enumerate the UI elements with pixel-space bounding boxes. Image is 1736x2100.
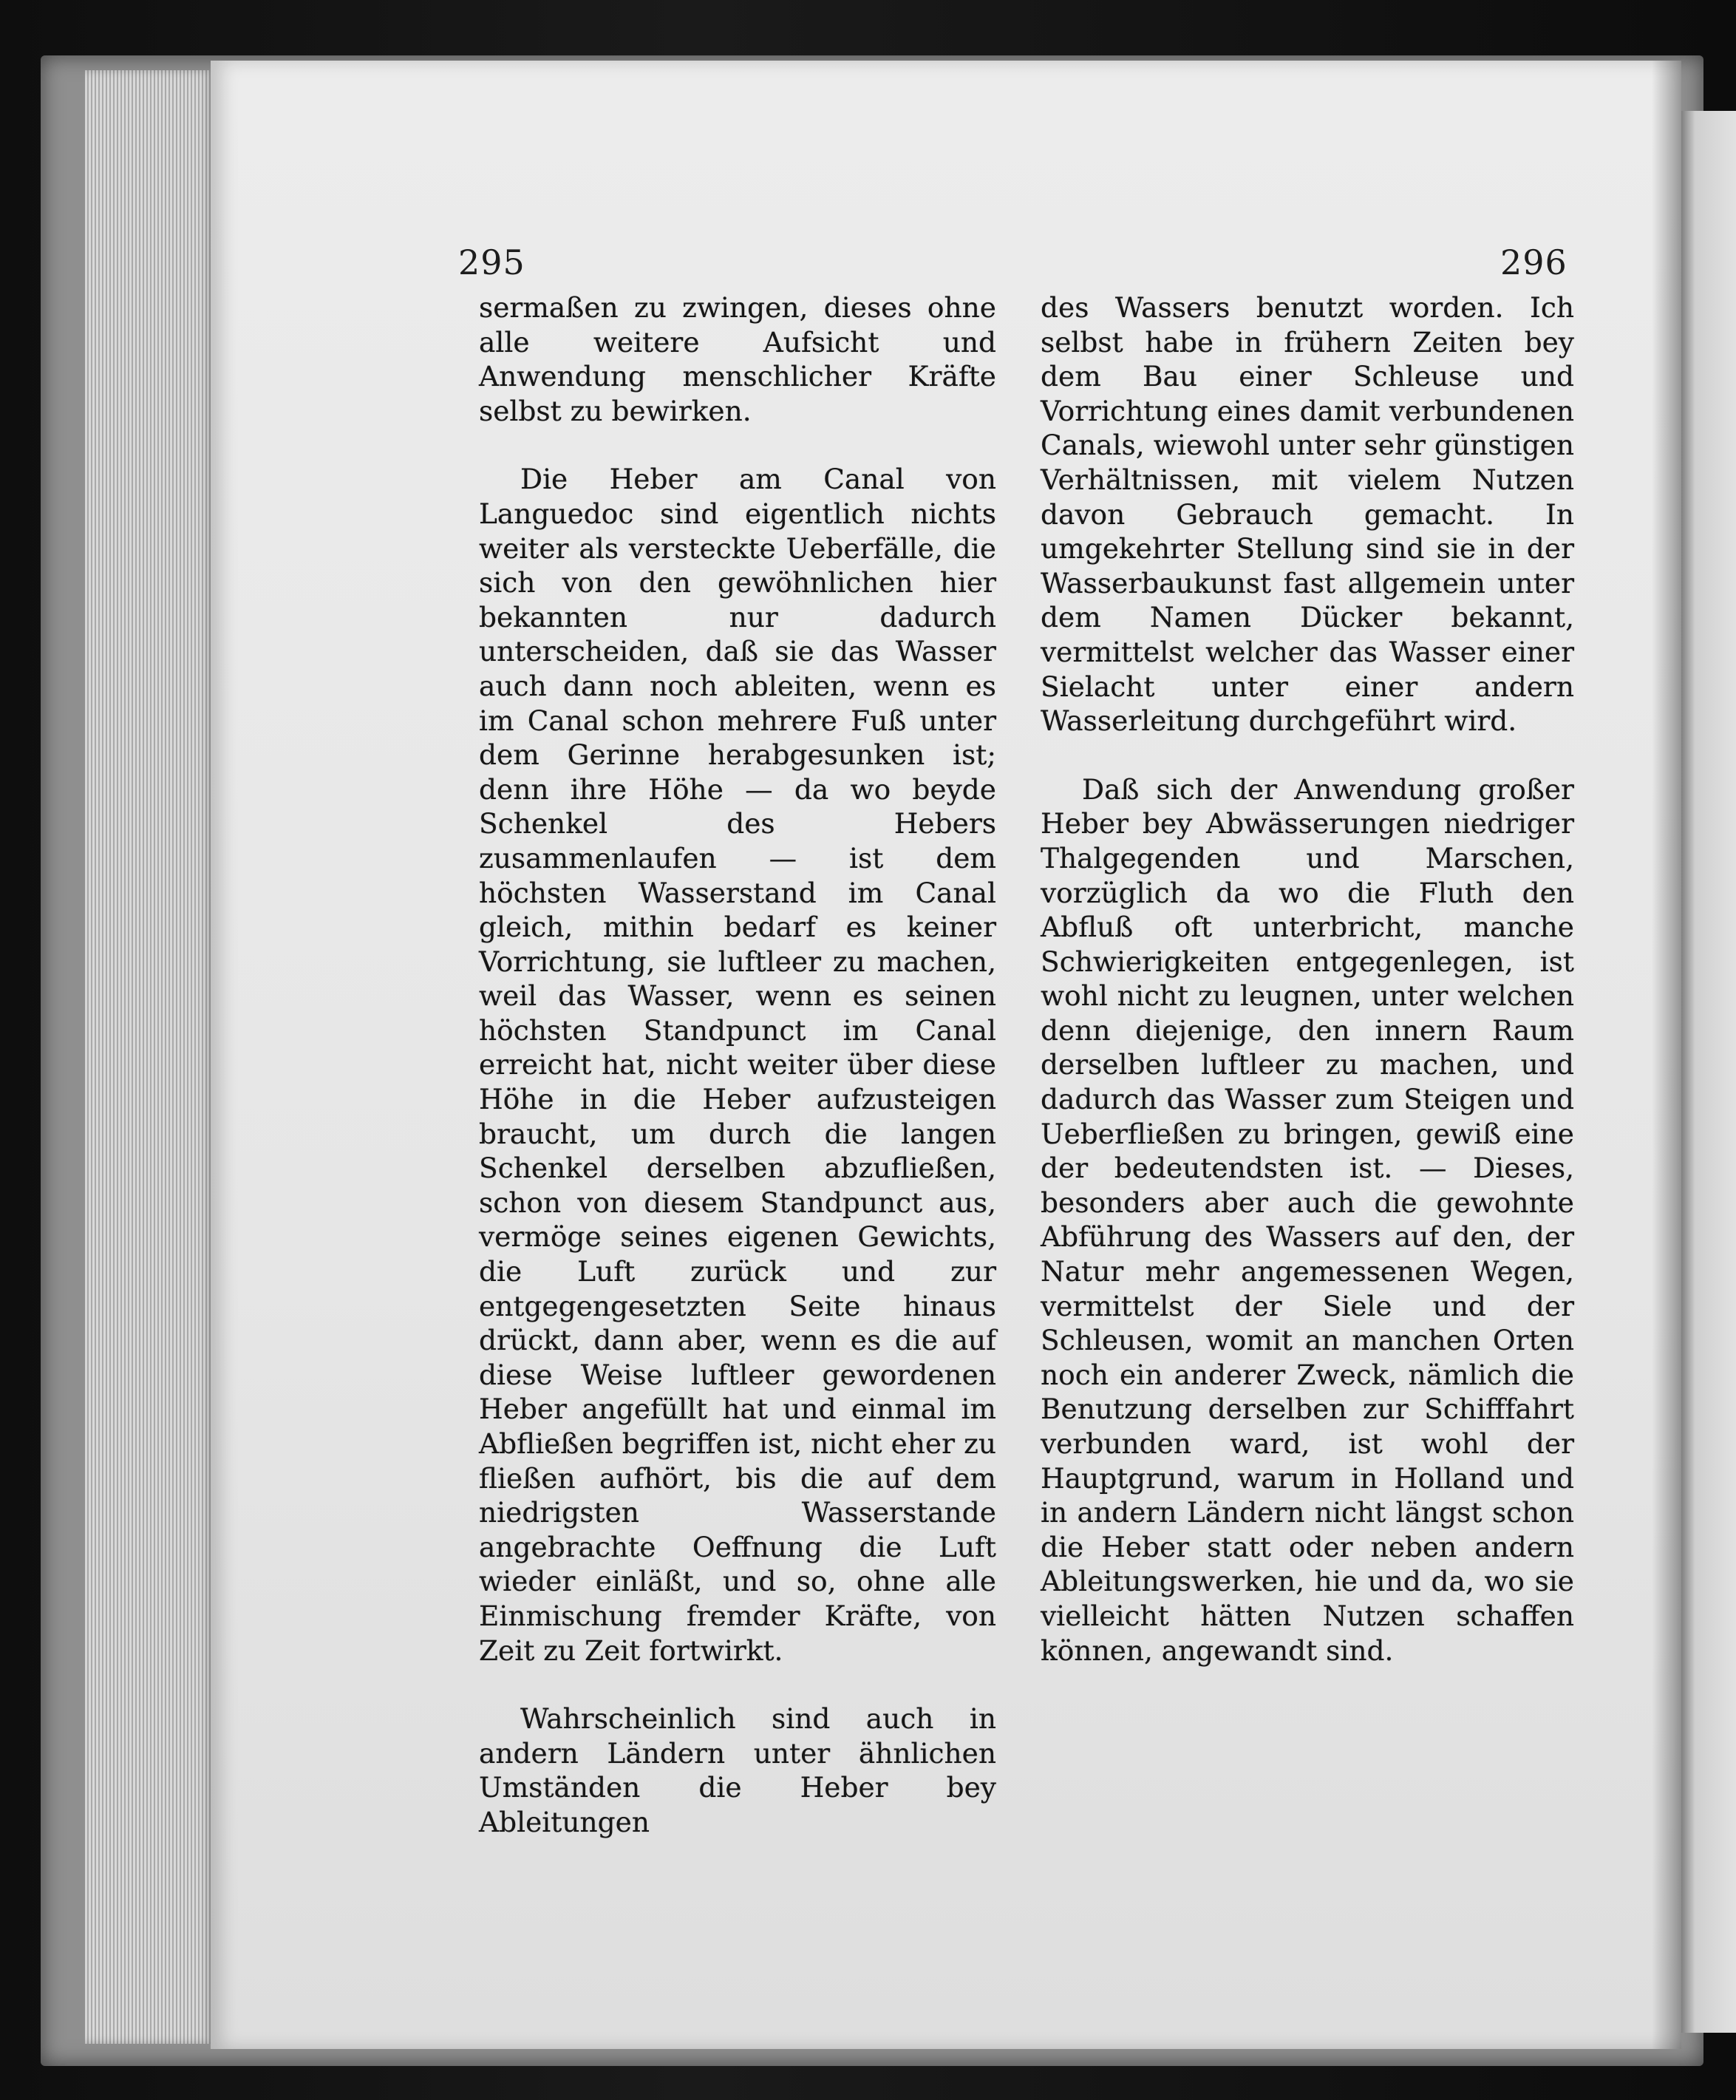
- page-number-left: 295: [458, 242, 525, 282]
- paragraph: sermaßen zu zwingen, dieses ohne alle weitere Aufsicht und Anwendung menschlicher Kräfte selbst zu bewirken.: [479, 291, 996, 427]
- text-column-right: [1041, 290, 1574, 1668]
- paragraph: Wahrscheinlich sind auch in andern Ländern unter ähnlichen Umständen die Heber bey Ableitungen: [479, 1702, 996, 1838]
- adjacent-page-edge: [1678, 111, 1736, 2033]
- paragraph: des Wassers benutzt worden. Ich selbst habe in frühern Zeiten bey dem Bau einer Schleuse und Vorrichtung eines damit verbundenen Canals, wiewohl unter sehr günstigen Verhältnissen, mit vielem Nutzen davon Gebrauch gemacht. In umgekehrter Stellung sind sie in der Wasserbaukunst fast allgemein unter dem Namen Dücker bekannt, vermittelst welcher das Wasser einer Sielacht unter einer andern Wasserleitung durchgeführt wird.: [1041, 291, 1574, 738]
- gutter-shadow: [1652, 61, 1681, 2049]
- page-number-right: 296: [1500, 242, 1567, 282]
- paragraph: Daß sich der Anwendung großer Heber bey Abwässerungen niedriger Thalgegenden und Marschen, vorzüglich da wo die Fluth den Abfluß oft unterbricht, manche Schwierigkeiten entgegenlegen, ist wohl nicht zu leugnen, unter welchen denn diejenige, den innern Raum derselben luftleer zu machen, und dadurch das Wasser zum Steigen und Ueberfließen zu bringen, gewiß eine der bedeutendsten ist. — Dieses, besonders aber auch die gewohnte Abführung des Wassers auf den, der Natur mehr angemessenen Wegen, vermittelst der Siele und der Schleusen, womit an manchen Orten noch ein anderer Zweck, nämlich die Benutzung derselben zur Schifffahrt verbunden ward, ist wohl der Hauptgrund, warum in Holland und in andern Ländern nicht längst schon die Heber statt oder neben andern Ableitungswerken, hie und da, wo sie vielleicht hätten Nutzen schaffen können, angewandt sind.: [1041, 772, 1574, 1667]
- paragraph: Die Heber am Canal von Languedoc sind eigentlich nichts weiter als versteckte Ueberfälle, die sich von den gewöhnlichen hier bekannten nur dadurch unterscheiden, daß sie das Wasser auch dann noch ableiten, wenn es im Canal schon mehrere Fuß unter dem Gerinne herabgesunken ist; denn ihre Höhe — da wo beyde Schenkel des Hebers zusammenlaufen — ist dem höchsten Wasserstand im Canal gleich, mithin bedarf es keiner Vorrichtung, sie luftleer zu machen, weil das Wasser, wenn es seinen höchsten Standpunct im Canal erreicht hat, nicht weiter über diese Höhe in die Heber aufzusteigen braucht, um durch die langen Schenkel derselben abzufließen, schon von diesem Standpunct aus, vermöge seines eigenen Gewichts, die Luft zurück und zur entgegengesetzten Seite hinaus drückt, dann aber, wenn es die auf diese Weise luftleer gewordenen Heber angefüllt hat und einmal im Abfließen begriffen ist, nicht eher zu fließen aufhört, bis die auf dem niedrigsten Wasserstande angebrachte Oeffnung die Luft wieder einläßt, und so, ohne alle Einmischung fremder Kräfte, von Zeit zu Zeit fortwirkt.: [479, 463, 996, 1667]
- text-column-left: [479, 290, 996, 1840]
- stacked-page-edges: [85, 70, 214, 2044]
